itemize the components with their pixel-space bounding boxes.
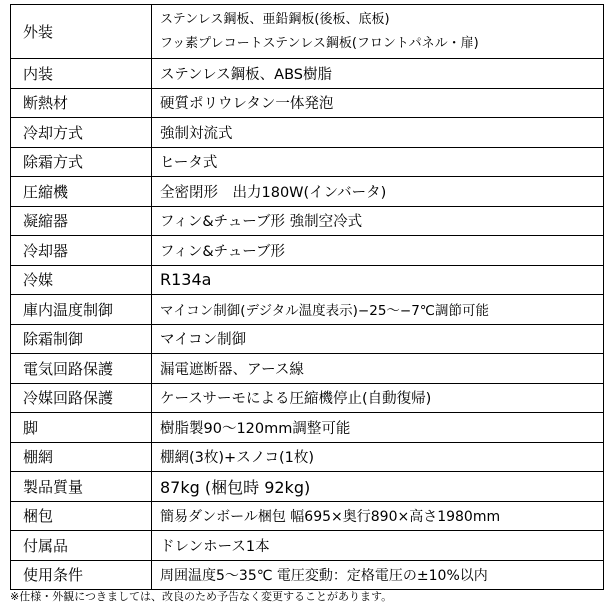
spec-label: 凝縮器 [11, 206, 152, 236]
spec-value: マイコン制御 [152, 324, 604, 354]
spec-label: 電気回路保護 [11, 354, 152, 384]
spec-label: 付属品 [11, 531, 152, 561]
spec-value: 漏電遮断器、アース線 [152, 354, 604, 384]
spec-value: 樹脂製90〜120mm調整可能 [152, 413, 604, 443]
footnote: ※仕様・外観につきましては、改良のため予告なく変更することがあります。 [10, 590, 393, 603]
spec-label: 使用条件 [11, 560, 152, 590]
spec-row-refrigerant-protection [11, 383, 604, 413]
spec-row-circuit-protection [11, 354, 604, 384]
spec-row-temperature-control [11, 295, 604, 325]
spec-value: フィン&チューブ形 [152, 236, 604, 266]
spec-row-compressor [11, 177, 604, 207]
spec-value [152, 5, 604, 59]
spec-value: ステンレス鋼板、ABS樹脂 [152, 59, 604, 89]
spec-label: 断熱材 [11, 88, 152, 118]
spec-row-cooling-method [11, 118, 604, 148]
spec-row-weight [11, 472, 604, 502]
spec-value-line: フッ素プレコートステンレス鋼板(フロントパネル・扉) [160, 35, 479, 51]
spec-value: 簡易ダンボール梱包 幅695×奥行890×高さ1980mm [152, 501, 604, 531]
spec-label: 製品質量 [11, 472, 152, 502]
spec-label: 冷媒回路保護 [11, 383, 152, 413]
spec-label: 庫内温度制御 [11, 295, 152, 325]
spec-label: 梱包 [11, 501, 152, 531]
spec-row-exterior [11, 5, 604, 59]
spec-value: R134a [152, 265, 604, 295]
spec-row-defrost-method [11, 147, 604, 177]
spec-label: 除霜方式 [11, 147, 152, 177]
spec-label: 冷却器 [11, 236, 152, 266]
spec-row-legs [11, 413, 604, 443]
spec-label: 冷媒 [11, 265, 152, 295]
spec-label: 除霜制御 [11, 324, 152, 354]
spec-label: 冷却方式 [11, 118, 152, 148]
spec-row-interior [11, 59, 604, 89]
spec-value: 強制対流式 [152, 118, 604, 148]
spec-label: 内装 [11, 59, 152, 89]
spec-value-line: ステンレス鋼板、亜鉛鋼板(後板、底板) [160, 11, 390, 27]
spec-table-body [11, 5, 604, 590]
spec-table [10, 4, 604, 590]
spec-row-defrost-control [11, 324, 604, 354]
spec-row-operating-conditions [11, 560, 604, 590]
spec-label: 棚網 [11, 442, 152, 472]
spec-row-accessories [11, 531, 604, 561]
spec-row-insulation [11, 88, 604, 118]
spec-value: 棚網(3枚)+スノコ(1枚) [152, 442, 604, 472]
spec-value: 87kg (梱包時 92kg) [152, 472, 604, 502]
spec-value: 全密閉形 出力180W(インバータ) [152, 177, 604, 207]
spec-label: 圧縮機 [11, 177, 152, 207]
spec-value: 硬質ポリウレタン一体発泡 [152, 88, 604, 118]
spec-row-shelves [11, 442, 604, 472]
spec-label: 脚 [11, 413, 152, 443]
spec-row-refrigerant [11, 265, 604, 295]
spec-value: フィン&チューブ形 強制空冷式 [152, 206, 604, 236]
spec-value: ヒータ式 [152, 147, 604, 177]
spec-value: マイコン制御(デジタル温度表示)−25〜−7℃調節可能 [152, 295, 604, 325]
spec-label: 外装 [11, 5, 152, 59]
spec-row-packaging [11, 501, 604, 531]
spec-value: ドレンホース1本 [152, 531, 604, 561]
spec-row-condenser [11, 206, 604, 236]
spec-row-evaporator [11, 236, 604, 266]
spec-value: ケースサーモによる圧縮機停止(自動復帰) [152, 383, 604, 413]
spec-value: 周囲温度5〜35℃ 電圧変動：定格電圧の±10%以内 [152, 560, 604, 590]
